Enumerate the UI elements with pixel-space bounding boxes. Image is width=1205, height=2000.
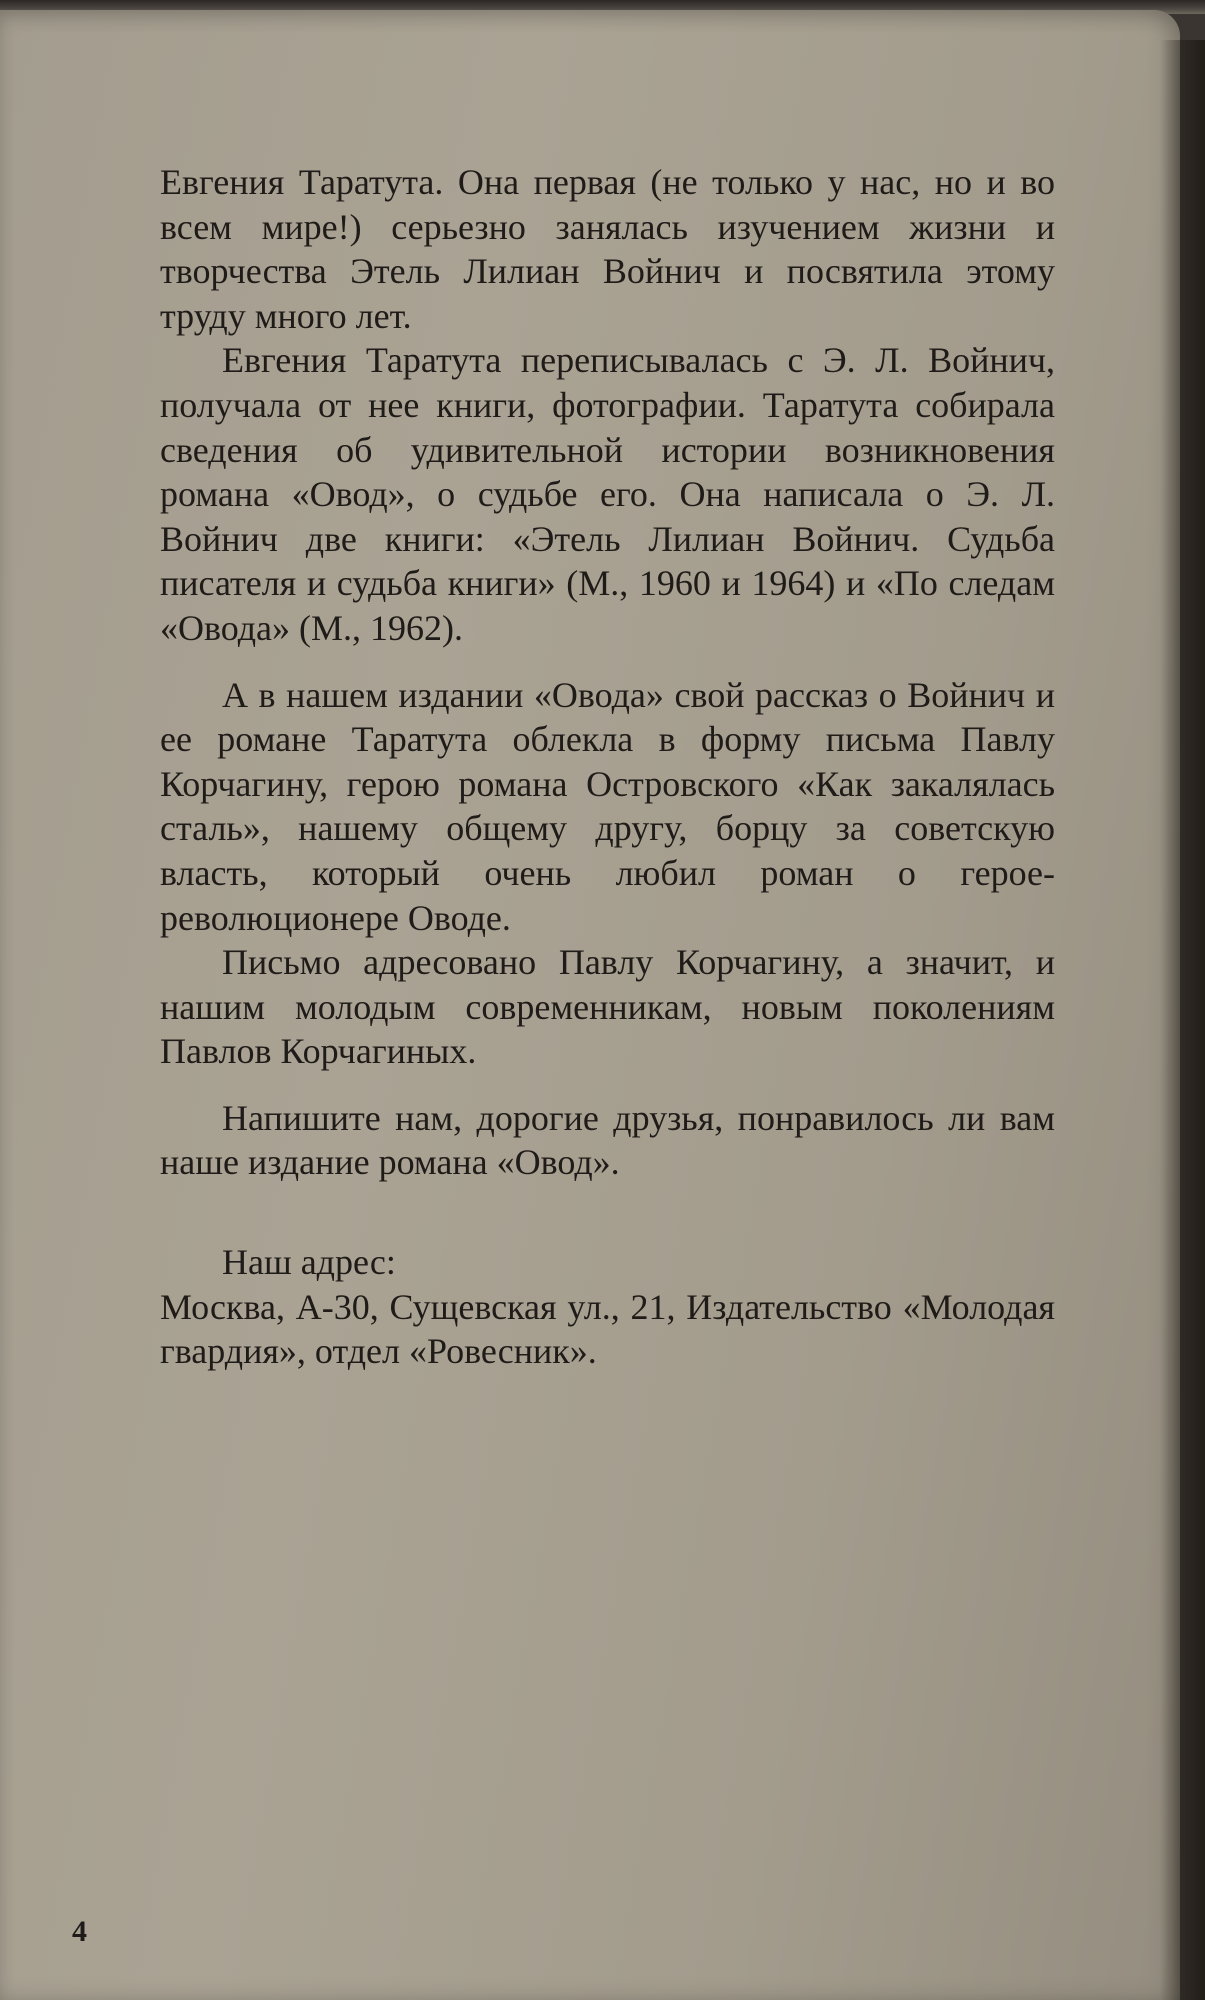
paragraph-write-to-us: Напишите нам, дорогие друзья, понравилось ли вам наше издание романа «Овод». bbox=[160, 1097, 1055, 1183]
address-label: Наш адрес: bbox=[222, 1242, 396, 1283]
page-number: 4 bbox=[72, 1915, 87, 1948]
page-text bbox=[160, 160, 1055, 1374]
page-spine-shadow bbox=[1160, 40, 1205, 2000]
paragraph-letter-addressee: Письмо адресовано Павлу Корчагину, а значит, и нашим молодым современникам, новым поколениям Павлов Корчагиных. bbox=[160, 942, 1055, 1072]
paragraph-letter-form: А в нашем издании «Овода» свой рассказ о Войнич и ее романе Таратута облекла в форму письма Павлу Корчагину, герою романа Островского «Как закалялась сталь», нашему общему другу, борцу за советскую власть, который очень любил роман о герое-революционере Оводе. bbox=[160, 674, 1055, 938]
address-text: Москва, А-30, Сущевская ул., 21, Издательство «Молодая гвардия», отдел «Ровесник». bbox=[160, 1286, 1055, 1372]
paragraph-continued: Евгения Таратута. Она первая (не только у нас, но и во всем мире!) серьезно занялась изучением жизни и творчества Этель Лилиан Войнич и посвятила этому труду много лет. bbox=[160, 162, 1055, 336]
paragraph-taratuta-correspondence: Евгения Таратута переписывалась с Э. Л. Войнич, получала от нее книги, фотографии. Таратута собирала сведения об удивительной истории возникновения романа «Овод», о судьбе его. Она написала о Э. Л. Войнич две книги: «Этель Лилиан Войнич. Судьба писателя и судьба книги» (М., 1960 и 1964) и «По следам «Овода» (М., 1962). bbox=[160, 340, 1055, 648]
